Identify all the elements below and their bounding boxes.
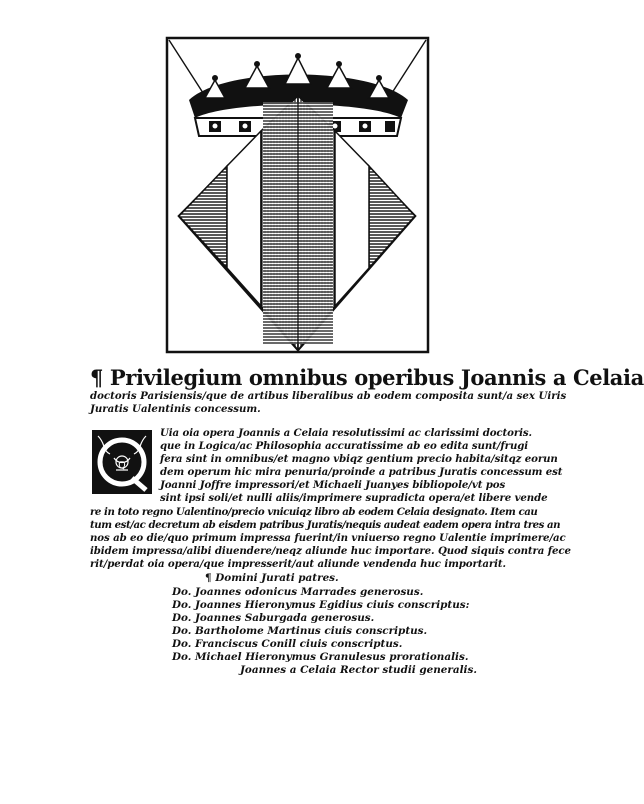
- body-line-5: Joanni Joffre impressori/et Michaeli Juanyes bibliopole/vt pos: [160, 479, 506, 491]
- body-line-8: tum est/ac decretum ab eisdem patribus Juratis/nequis audeat eadem opera intra tres an: [90, 519, 561, 531]
- subtitle-line-2: Juratis Ualentinis concessum.: [90, 403, 261, 415]
- body-line-4: dem operum hic mira penuria/proinde a patribus Juratis concessum est: [160, 466, 563, 478]
- signatory-5: Do. Franciscus Conill ciuis conscriptus.: [172, 638, 403, 650]
- body-line-11: rit/perdat oia opera/que impresserit/aut aliunde vendenda huc importarit.: [90, 558, 506, 570]
- signatory-6: Do. Michael Hieronymus Granulesus prorationalis.: [172, 651, 469, 663]
- body-line-9: nos ab eo die/quo primum impressa fuerint/in vniuerso regno Ualentie imprimere/ac: [90, 532, 566, 544]
- svg-text:Q: Q: [118, 461, 126, 471]
- title-text: Privilegium omnibus operibus Joannis a Celaia: [109, 365, 644, 390]
- subtitle-line-1: doctoris Parisiensis/que de artibus liberalibus ab eodem composita sunt/a sex Uiris: [90, 390, 567, 402]
- body-line-1: Uia oia opera Joannis a Celaia resolutissimi ac clarissimi doctoris.: [160, 427, 532, 439]
- signatory-1: Do. Joannes odonicus Marrades generosus.: [172, 586, 424, 598]
- pilcrow-icon: ¶: [90, 365, 103, 390]
- body-line-3: fera sint in omnibus/et magno vbiqz gentium precio habita/sitqz eorun: [160, 453, 558, 465]
- signatory-2: Do. Joannes Hieronymus Egidius ciuis conscriptus:: [172, 599, 470, 611]
- closing-signature: Joannes a Celaia Rector studii generalis.: [240, 664, 477, 676]
- body-line-7: re in toto regno Ualentino/precio vnicuiqz libro ab eodem Celaia designato. Item cau: [90, 506, 538, 518]
- body-line-2: que in Logica/ac Philosophia accuratissime ab eo edita sunt/frugi: [160, 440, 529, 452]
- coat-of-arms-woodcut: [165, 36, 430, 354]
- pilcrow-icon: ¶: [205, 572, 212, 584]
- body-line-6: sint ipsi soli/et nulli aliis/imprimere supradicta opera/et libere vende: [160, 492, 548, 504]
- decorated-initial-q: [92, 430, 152, 494]
- body-line-10: ibidem impressa/alibi diuendere/neqz aliunde huc importare. Quod siquis contra fece: [90, 545, 571, 557]
- signature-heading-text: Domini Jurati patres.: [215, 572, 339, 584]
- signatory-4: Do. Bartholome Martinus ciuis conscriptus.: [172, 625, 428, 637]
- signature-heading: [205, 572, 339, 585]
- document-title: [90, 365, 644, 390]
- signatory-3: Do. Joannes Saburgada generosus.: [172, 612, 375, 624]
